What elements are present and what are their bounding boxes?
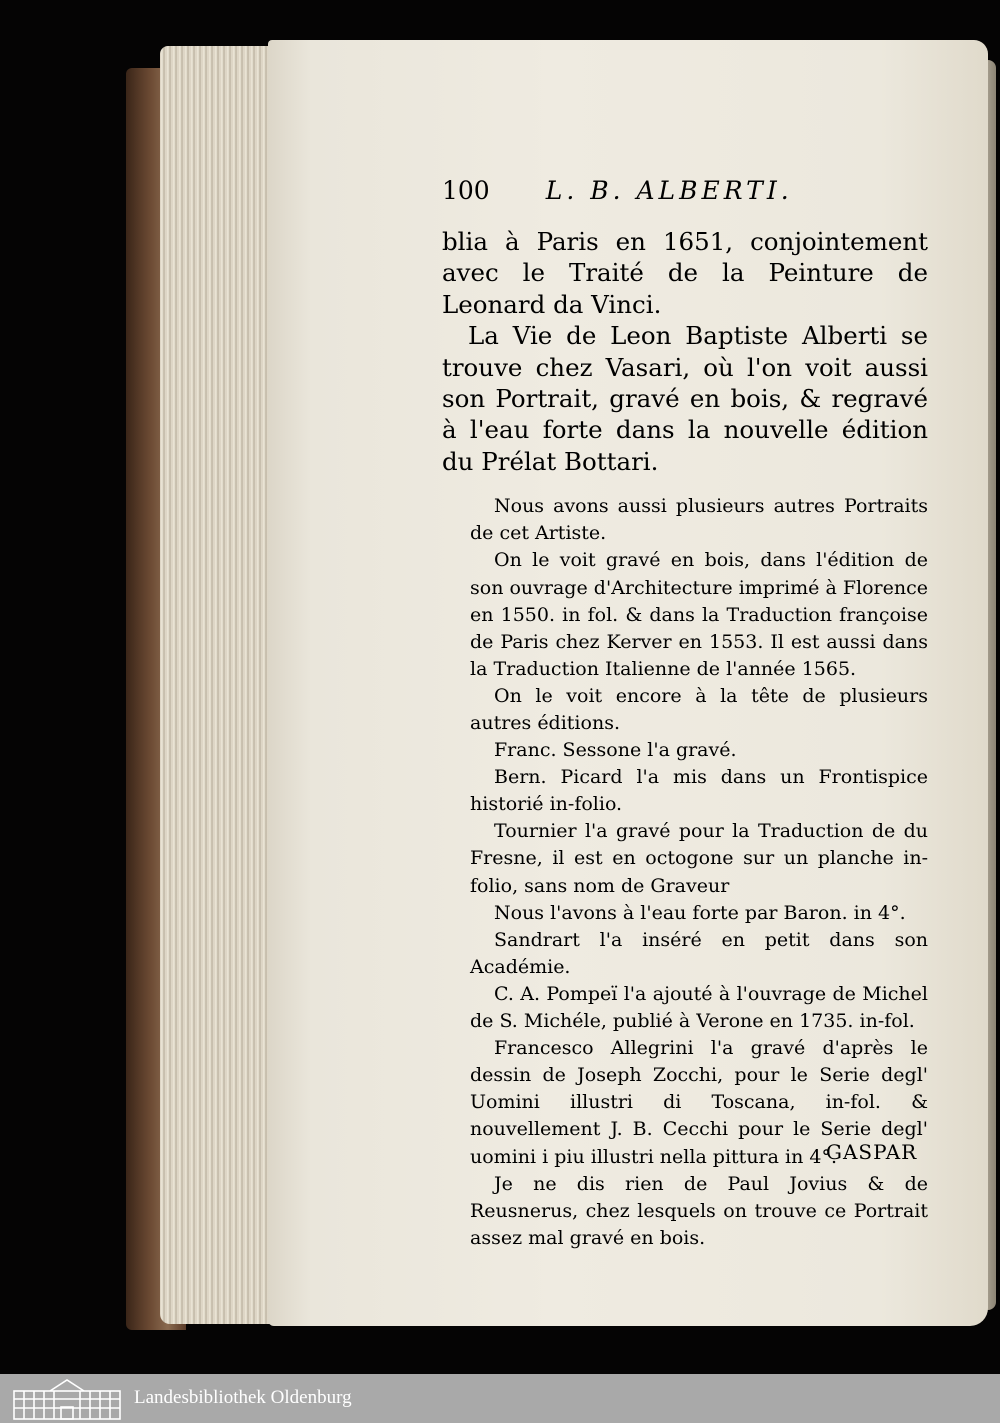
note-paragraph: Nous l'avons à l'eau forte par Baron. in 4°. (494, 901, 906, 924)
note-paragraph: Sandrart l'a inséré en petit dans son Académie. (470, 928, 928, 978)
note-paragraph: Je ne dis rien de Paul Jovius & de Reusnerus, chez lesquels on trouve ce Portrait assez mal gravé en bois. (470, 1172, 928, 1249)
note-paragraph: Bern. Picard l'a mis dans un Frontispice historié in-folio. (470, 766, 928, 816)
page-text (442, 226, 928, 1252)
note-paragraphs (442, 493, 928, 1252)
paragraph: La Vie de Leon Baptiste Alberti se trouve chez Vasari, où l'on voit aussi son Portrait, gravé en bois, & regravé à l'eau forte dans la nouvelle édition du Prélat Bottari. (442, 321, 928, 476)
paragraph: blia à Paris en 1651, conjointement avec le Traité de la Peinture de Leonard da Vinci. (442, 227, 928, 319)
note-paragraph: Tournier l'a gravé pour la Traduction de du Fresne, il est en octogone sur un planche in-folio, sans nom de Graveur (470, 820, 928, 897)
page-block-edges (160, 46, 280, 1324)
main-paragraphs (442, 226, 928, 477)
running-header (442, 176, 842, 205)
note-paragraph: On le voit encore à la tête de plusieurs autres éditions. (470, 684, 928, 734)
note-paragraph: Franc. Sessone l'a gravé. (494, 739, 737, 762)
running-head-title: L. B. ALBERTI. (545, 176, 793, 205)
note-paragraph: C. A. Pompeï l'a ajouté à l'ouvrage de Michel de S. Michéle, publié à Verone en 1735. in-fol. (470, 982, 928, 1033)
library-building-logo-icon (10, 1377, 124, 1421)
catchword: GASPAR (826, 1140, 918, 1164)
note-paragraph: Nous avons aussi plusieurs autres Portraits de cet Artiste. (470, 495, 928, 545)
library-name: Landesbibliothek Oldenburg (134, 1387, 352, 1408)
page-number: 100 (442, 176, 490, 205)
note-paragraph: Francesco Allegrini l'a gravé d'après le dessin de Joseph Zocchi, pour le Serie degl' Uomini illustri di Toscana, in-fol. & nouvellement J. B. Cecchi pour le Serie degl' uomini i piu illustri nella pittura in 4°. (470, 1037, 928, 1168)
note-paragraph: On le voit gravé en bois, dans l'édition de son ouvrage d'Architecture imprimé à Florence en 1550. in fol. & dans la Traduction françoise de Paris chez Kerver en 1553. Il est aussi dans la Traduction Italienne de l'année 1565. (470, 549, 928, 680)
